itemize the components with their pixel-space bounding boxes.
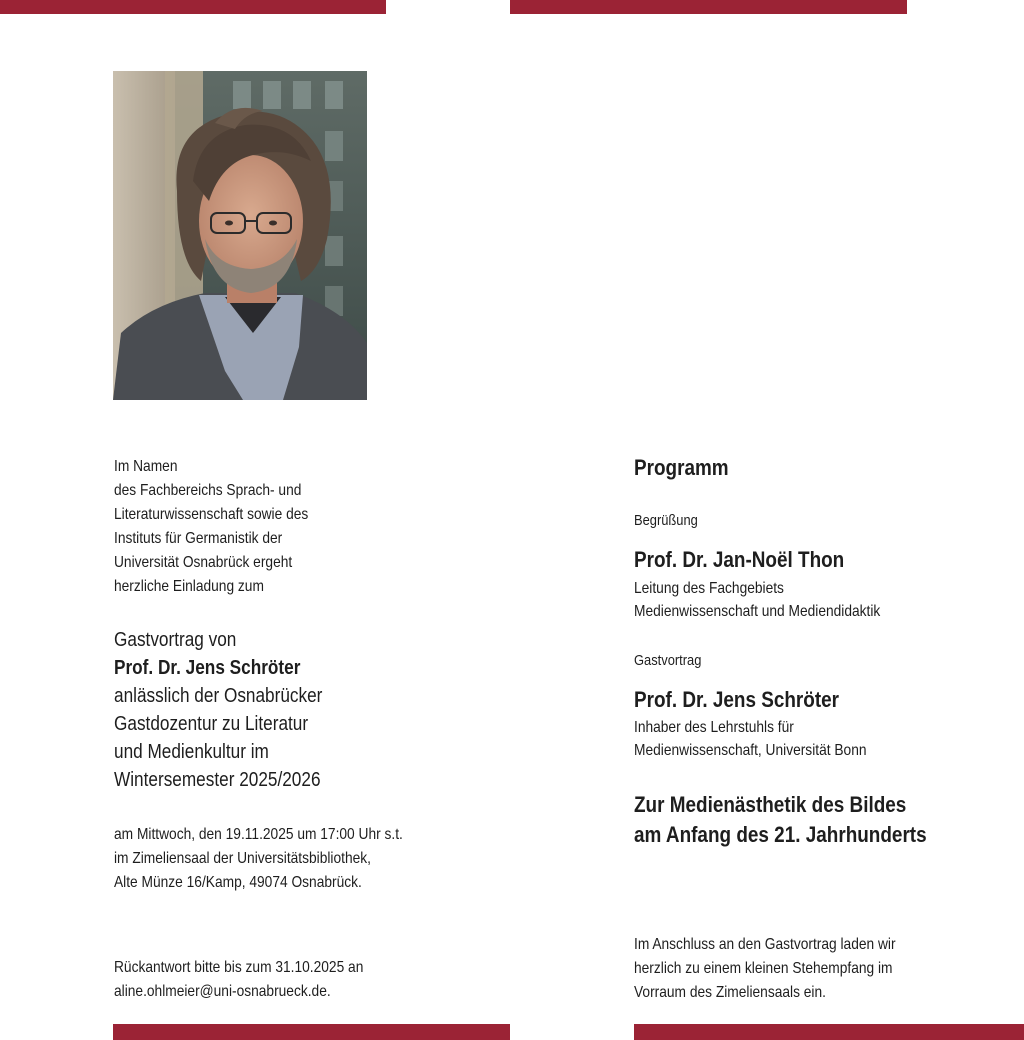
program-title: Programm [634, 455, 729, 480]
reception-line: herzlich zu einem kleinen Stehempfang im [634, 960, 893, 977]
talk-title-line: am Anfang des 21. Jahrhunderts [634, 822, 927, 847]
intro-line: herzliche Einladung zum [114, 578, 264, 595]
rsvp-line: Rückantwort bitte bis zum 31.10.2025 an [114, 959, 364, 976]
talk-title-line: Zur Medienästhetik des Bildes [634, 792, 907, 817]
role-line: Leitung des Fachgebiets [634, 580, 784, 597]
guest-lecture-intro: Gastvortrag von [114, 629, 237, 651]
welcome-label: Begrüßung [634, 512, 698, 529]
reception-note [634, 933, 938, 1005]
occasion-line: und Medienkultur im [114, 741, 269, 763]
guest-lecture-announcement [114, 626, 356, 794]
reception-line: Im Anschluss an den Gastvortrag laden wir [634, 936, 896, 953]
talk-title [634, 790, 974, 850]
accent-bar-bottom-left [113, 1024, 510, 1040]
guest-speaker-name: Prof. Dr. Jens Schröter [114, 657, 301, 679]
accent-bar-top-right [510, 0, 907, 14]
role-line: Medienwissenschaft, Universität Bonn [634, 742, 867, 759]
reception-line: Vorraum des Zimeliensaals ein. [634, 984, 826, 1001]
lecture-label: Gastvortrag [634, 652, 702, 669]
lecture-speaker-role [634, 716, 904, 762]
role-line: Inhaber des Lehrstuhls für [634, 719, 794, 736]
welcome-speaker-name: Prof. Dr. Jan-Noël Thon [634, 547, 845, 572]
intro-line: Literaturwissenschaft sowie des [114, 506, 309, 523]
location-line: im Zimeliensaal der Universitätsbibliothek, [114, 850, 371, 867]
intro-line: des Fachbereichs Sprach- und [114, 482, 302, 499]
address-line: Alte Münze 16/Kamp, 49074 Osnabrück. [114, 874, 362, 891]
intro-line: Instituts für Germanistik der [114, 530, 283, 547]
intro-line: Universität Osnabrück ergeht [114, 554, 293, 571]
intro-line: Im Namen [114, 458, 178, 475]
date-location [114, 823, 450, 895]
occasion-line: anlässlich der Osnabrücker [114, 685, 323, 707]
role-line: Medienwissenschaft und Mediendidaktik [634, 603, 881, 620]
invitation-intro [114, 455, 340, 599]
portrait-photo [113, 71, 367, 400]
occasion-line: Gastdozentur zu Literatur [114, 713, 309, 735]
portrait-icon [113, 71, 367, 400]
rsvp-email[interactable]: aline.ohlmeier@uni-osnabrueck.de. [114, 983, 331, 1000]
date-line: am Mittwoch, den 19.11.2025 um 17:00 Uhr s.t. [114, 826, 403, 843]
lecture-speaker-name: Prof. Dr. Jens Schröter [634, 687, 840, 712]
accent-bar-bottom-right [634, 1024, 1024, 1040]
rsvp-note [114, 956, 404, 1004]
occasion-line: Wintersemester 2025/2026 [114, 769, 321, 791]
welcome-speaker-role [634, 577, 920, 623]
accent-bar-top-left [0, 0, 386, 14]
